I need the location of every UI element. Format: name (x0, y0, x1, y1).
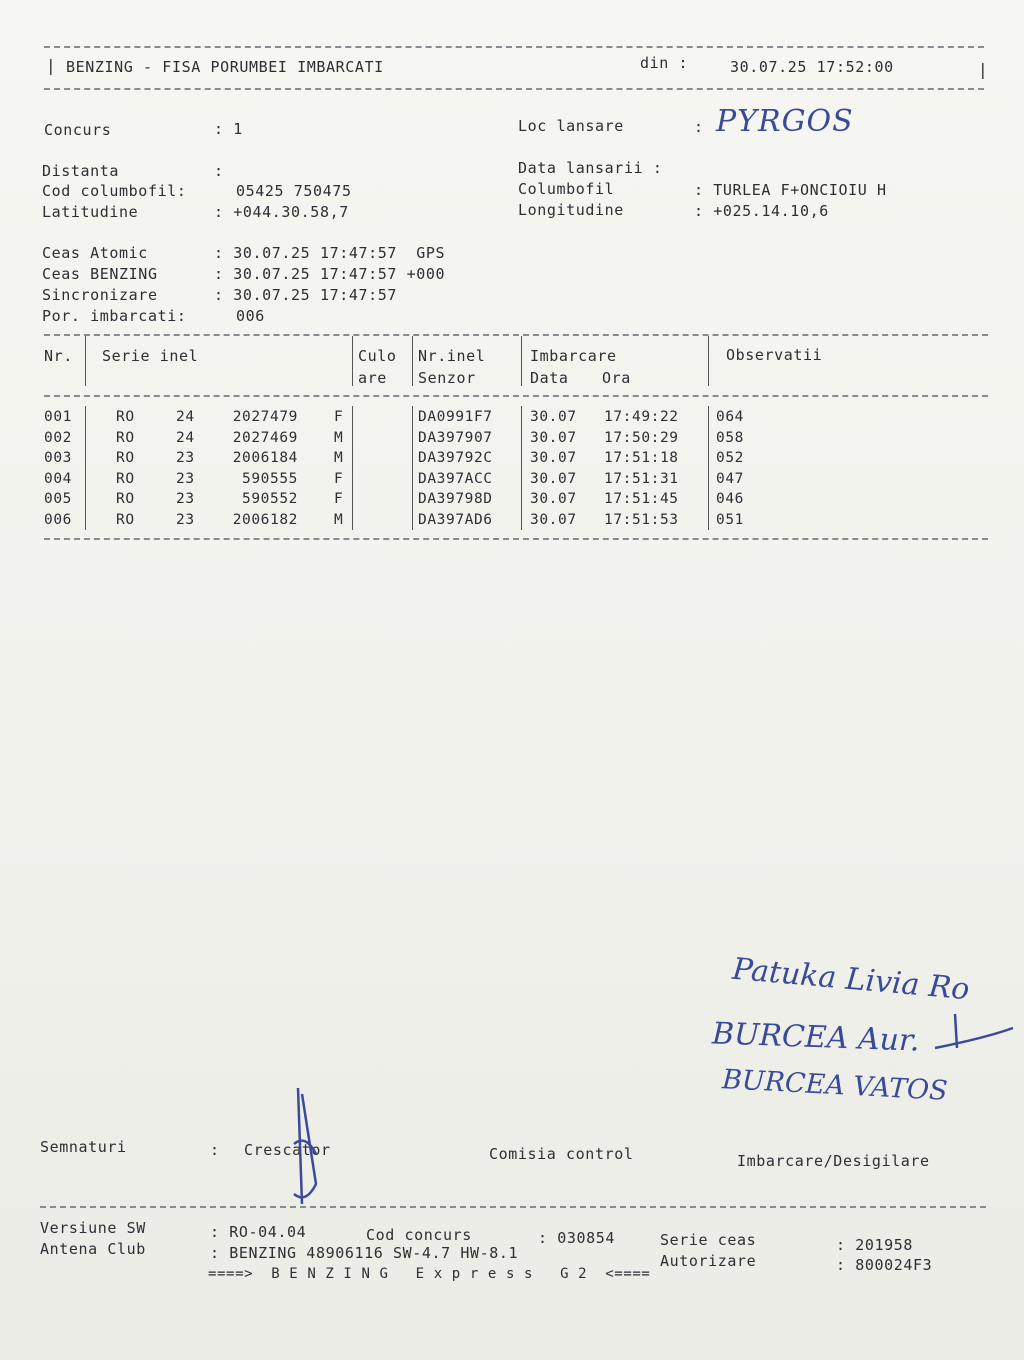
loc-lansare-handwritten: PYRGOS (716, 104, 854, 139)
handwritten-name-2: BURCEA Aur. (711, 1016, 921, 1059)
header-right-bar: | (978, 60, 989, 79)
cell-time: 17:50:29 (604, 429, 679, 446)
loc-lansare-label: Loc lansare (518, 117, 624, 135)
cod-concurs-value: : 030854 (538, 1229, 616, 1247)
header-date-label: din : (640, 54, 689, 72)
cell-country: RO (116, 512, 135, 528)
col-header-nr: Nr. (44, 347, 73, 365)
cell-sex: F (334, 491, 344, 508)
table-body-sep-nrinel (521, 406, 522, 530)
columbofil-value: : TURLEA F+ONCIOIU H (694, 181, 887, 199)
table-sep-nrinel (521, 336, 522, 386)
semnaturi-sep: : (210, 1141, 220, 1159)
cod-columbofil-value: 05425 750475 (236, 182, 352, 200)
cod-columbofil-label: Cod columbofil: (42, 182, 187, 200)
cell-time: 17:51:31 (604, 470, 679, 487)
col-header-imbarcare-ora: Ora (602, 369, 631, 387)
sincronizare-value: : 30.07.25 17:47:57 (214, 286, 397, 304)
cell-obs: 051 (716, 512, 744, 528)
cell-sex: M (334, 429, 344, 446)
cell-year: 23 (176, 470, 195, 487)
concurs-value: : 1 (214, 120, 243, 138)
table-bottom-rule (44, 538, 988, 540)
cell-sensor: DA0991F7 (418, 409, 493, 425)
data-lansarii-label: Data lansarii : (518, 159, 663, 177)
cell-date: 30.07 (530, 512, 577, 528)
cell-sex: F (334, 470, 344, 487)
porumbei-imbarcati-value: 006 (236, 307, 265, 325)
cell-sex: F (334, 409, 344, 425)
cell-date: 30.07 (530, 491, 577, 508)
concurs-label: Concurs (44, 121, 112, 139)
cell-country: RO (116, 491, 135, 508)
autorizare-label: Autorizare (660, 1252, 757, 1270)
serie-ceas-value: : 201958 (836, 1236, 914, 1254)
cell-sensor: DA397907 (418, 429, 493, 446)
ceas-benzing-label: Ceas BENZING (42, 265, 158, 283)
cell-time: 17:51:45 (604, 491, 679, 508)
col-header-serie-inel: Serie inel (102, 347, 199, 365)
table-body-sep-imbarcare (708, 406, 709, 530)
imbarcare-desigilare-label: Imbarcare/Desigilare (737, 1152, 930, 1170)
cell-sex: M (334, 512, 344, 528)
col-header-imbarcare: Imbarcare (530, 347, 617, 365)
sincronizare-label: Sincronizare (42, 286, 158, 304)
cell-nr: 001 (44, 409, 72, 425)
cell-year: 23 (176, 450, 195, 467)
cell-obs: 047 (716, 470, 744, 487)
ceas-atomic-value: : 30.07.25 17:47:57 GPS (214, 244, 446, 262)
cell-sensor: DA39792C (418, 450, 493, 467)
cell-time: 17:51:53 (604, 512, 679, 528)
cell-ring: 2027469 (232, 429, 298, 446)
table-sep-culo (412, 336, 413, 386)
cell-obs: 064 (716, 409, 744, 425)
crescator-signature (276, 1084, 336, 1214)
columbofil-label: Columbofil (518, 180, 615, 198)
longitudine-value: : +025.14.10,6 (694, 202, 829, 220)
benzing-express-brand-line: ====> B E N Z I N G E x p r e s s G 2 <==== (208, 1266, 651, 1282)
col-header-nrinel-1: Nr.inel (418, 347, 486, 365)
antena-club-value: : BENZING 48906116 SW-4.7 HW-8.1 (210, 1244, 519, 1262)
cell-date: 30.07 (530, 470, 577, 487)
cell-ring: 590552 (242, 491, 298, 508)
table-top-rule (44, 334, 988, 336)
header-bottom-rule (44, 88, 984, 90)
cell-time: 17:49:22 (604, 409, 679, 425)
table-sep-serie (352, 336, 353, 386)
header-top-rule (44, 46, 984, 48)
latitudine-label: Latitudine (42, 203, 139, 221)
col-header-culoare-2: are (358, 369, 387, 387)
cell-obs: 046 (716, 491, 744, 508)
handwritten-name-3: BURCEA VATOS (721, 1064, 949, 1107)
autorizare-value: : 800024F3 (836, 1256, 933, 1274)
table-body-sep-culo (412, 406, 413, 530)
cell-time: 17:51:18 (604, 450, 679, 467)
cell-nr: 005 (44, 491, 72, 508)
cell-country: RO (116, 450, 135, 467)
cell-sex: M (334, 450, 344, 467)
col-header-imbarcare-data: Data (530, 369, 569, 387)
cell-country: RO (116, 409, 135, 425)
cell-ring: 2006184 (232, 450, 298, 467)
cell-year: 24 (176, 409, 195, 425)
versiune-sw-value: : RO-04.04 (210, 1223, 307, 1241)
table-sep-nr (85, 336, 86, 386)
cell-nr: 003 (44, 450, 72, 467)
porumbei-imbarcati-label: Por. imbarcati: (42, 307, 187, 325)
table-sep-imbarcare (708, 336, 709, 386)
loc-lansare-sep: : (694, 118, 704, 136)
col-header-observatii: Observatii (726, 346, 823, 364)
distanta-value: : (214, 162, 224, 180)
table-header-rule (44, 395, 988, 397)
cell-sensor: DA397ACC (418, 470, 493, 487)
header-date-value: 30.07.25 17:52:00 (730, 58, 894, 76)
cell-ring: 2027479 (232, 409, 298, 425)
cell-ring: 2006182 (232, 512, 298, 528)
handwritten-signature-mark (895, 1008, 1015, 1068)
cod-concurs-label: Cod concurs (366, 1226, 472, 1244)
cell-year: 23 (176, 491, 195, 508)
ceas-benzing-value: : 30.07.25 17:47:57 +000 (214, 265, 446, 283)
document-title: BENZING - FISA PORUMBEI IMBARCATI (66, 58, 384, 76)
cell-obs: 052 (716, 450, 744, 467)
header-left-bar: | (46, 56, 57, 75)
cell-sensor: DA39798D (418, 491, 493, 508)
crescator-label: Crescator (244, 1141, 331, 1159)
antena-club-label: Antena Club (40, 1240, 146, 1258)
cell-obs: 058 (716, 429, 744, 446)
semnaturi-label: Semnaturi (40, 1138, 127, 1156)
footer-top-rule (40, 1206, 986, 1208)
cell-nr: 004 (44, 470, 72, 487)
cell-date: 30.07 (530, 409, 577, 425)
distanta-label: Distanta (42, 162, 120, 180)
cell-nr: 002 (44, 429, 72, 446)
table-body-sep-serie (352, 406, 353, 530)
cell-year: 24 (176, 429, 195, 446)
cell-country: RO (116, 470, 135, 487)
comisia-control-label: Comisia control (489, 1145, 634, 1163)
latitudine-value: : +044.30.58,7 (214, 203, 349, 221)
col-header-nrinel-2: Senzor (418, 369, 476, 387)
handwritten-name-1: Patuka Livia Ro (730, 951, 971, 1008)
serie-ceas-label: Serie ceas (660, 1231, 757, 1249)
cell-date: 30.07 (530, 450, 577, 467)
cell-date: 30.07 (530, 429, 577, 446)
cell-sensor: DA397AD6 (418, 512, 493, 528)
ceas-atomic-label: Ceas Atomic (42, 244, 148, 262)
cell-year: 23 (176, 512, 195, 528)
table-body-sep-nr (85, 406, 86, 530)
versiune-sw-label: Versiune SW (40, 1219, 146, 1237)
cell-nr: 006 (44, 512, 72, 528)
col-header-culoare-1: Culo (358, 347, 397, 365)
cell-country: RO (116, 429, 135, 446)
cell-ring: 590555 (242, 470, 298, 487)
longitudine-label: Longitudine (518, 201, 624, 219)
